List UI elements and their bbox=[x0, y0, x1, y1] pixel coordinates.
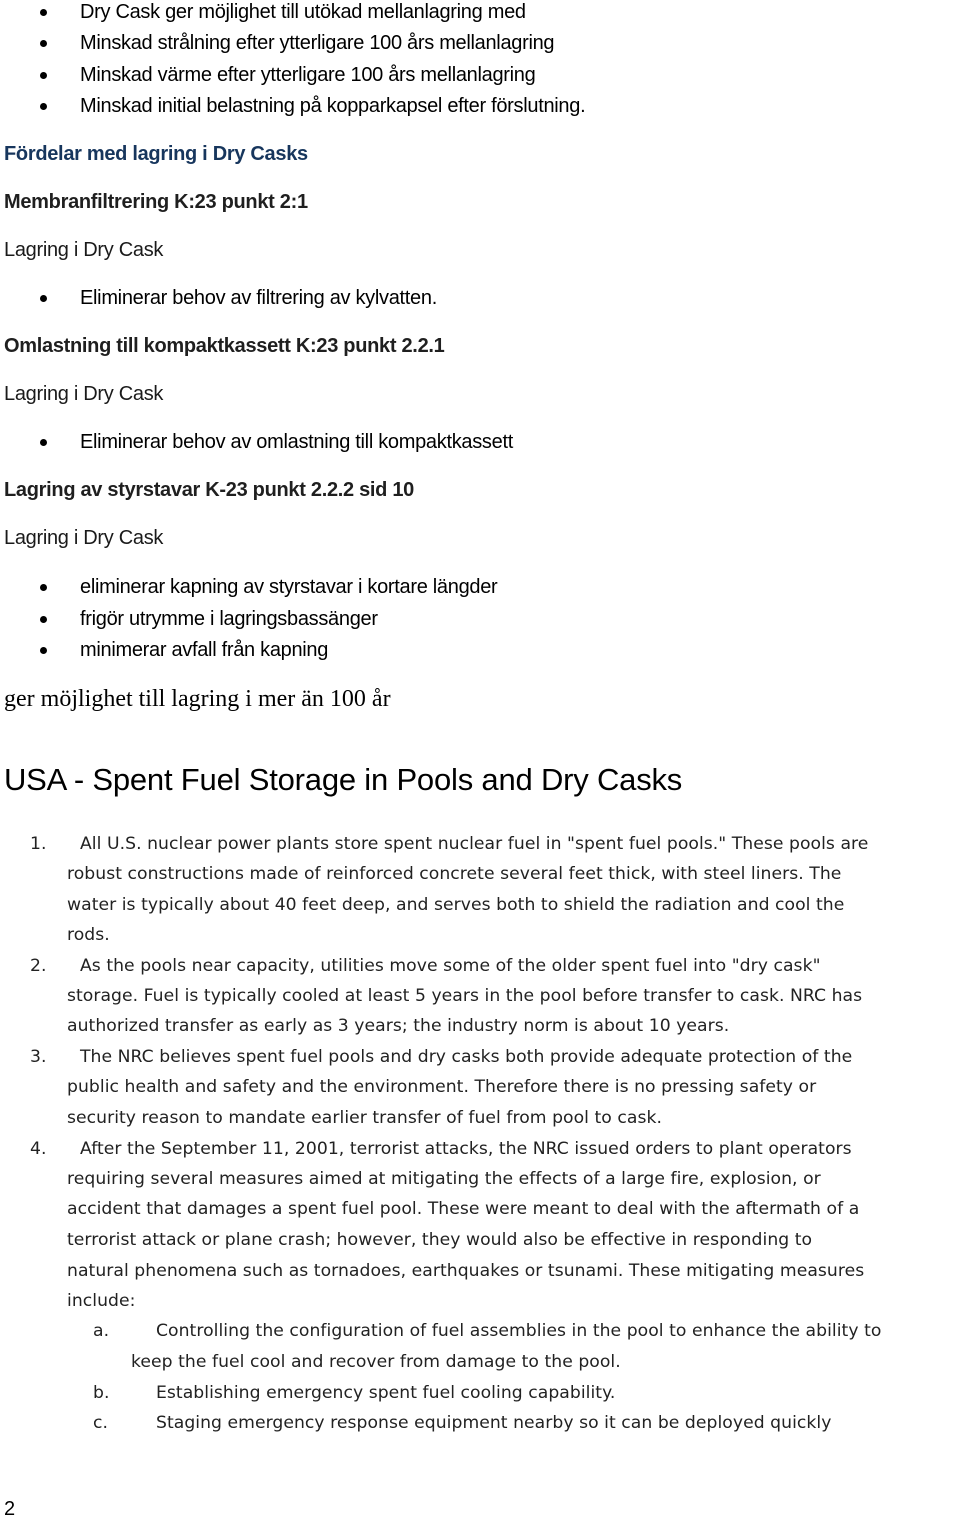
bullet-icon bbox=[40, 103, 47, 110]
list-item-line: water is typically about 40 feet deep, and serves both to shield the radiation and cool the bbox=[67, 895, 845, 915]
list-item-line: All U.S. nuclear power plants store spent nuclear fuel in "spent fuel pools." These pools are bbox=[80, 834, 869, 854]
closing-line: ger möjlighet till lagring i mer än 100 år bbox=[4, 686, 391, 712]
list-item-line: rods. bbox=[67, 925, 110, 945]
sub-list-line: Controlling the configuration of fuel assemblies in the pool to enhance the ability to bbox=[156, 1321, 882, 1341]
bullet-icon bbox=[40, 295, 47, 302]
section-subheading: Lagring i Dry Cask bbox=[4, 239, 164, 261]
usa-section-title: USA - Spent Fuel Storage in Pools and Dry Casks bbox=[4, 762, 683, 797]
bullet-icon bbox=[40, 439, 47, 446]
list-item-text: Dry Cask ger möjlighet till utökad mellanlagring med bbox=[80, 1, 526, 23]
sub-list-letter: c. bbox=[93, 1413, 109, 1433]
list-item-line: The NRC believes spent fuel pools and dry casks both provide adequate protection of the bbox=[80, 1047, 853, 1067]
list-number: 1. bbox=[30, 834, 47, 854]
sub-list-line: Staging emergency response equipment nearby so it can be deployed quickly bbox=[156, 1413, 832, 1433]
list-item-line: storage. Fuel is typically cooled at least 5 years in the pool before transfer to cask. NRC has bbox=[67, 986, 863, 1006]
list-item-line: authorized transfer as early as 3 years; the industry norm is about 10 years. bbox=[67, 1016, 730, 1036]
list-number: 2. bbox=[30, 956, 47, 976]
list-item-text: eliminerar kapning av styrstavar i kortare längder bbox=[80, 576, 498, 598]
list-number: 3. bbox=[30, 1047, 47, 1067]
bullet-icon bbox=[40, 584, 47, 591]
advantages-heading: Fördelar med lagring i Dry Casks bbox=[4, 143, 308, 165]
page-number: 2 bbox=[4, 1498, 16, 1520]
section-heading-control-rods: Lagring av styrstavar K-23 punkt 2.2.2 sid 10 bbox=[4, 479, 415, 501]
list-number: 4. bbox=[30, 1139, 47, 1159]
list-item-text: frigör utrymme i lagringsbassänger bbox=[80, 608, 378, 630]
list-item-line: requiring several measures aimed at mitigating the effects of a large fire, explosion, or bbox=[67, 1169, 821, 1189]
bullet-icon bbox=[40, 9, 47, 16]
section-subheading: Lagring i Dry Cask bbox=[4, 383, 164, 405]
list-item-text: Eliminerar behov av filtrering av kylvatten. bbox=[80, 287, 437, 309]
list-item-line: terrorist attack or plane crash; however, they would also be effective in responding to bbox=[67, 1230, 813, 1250]
sub-list-letter: a. bbox=[93, 1321, 110, 1341]
bullet-icon bbox=[40, 72, 47, 79]
list-item-text: Minskad initial belastning på kopparkapsel efter förslutning. bbox=[80, 95, 586, 117]
list-item-line: public health and safety and the environment. Therefore there is no pressing safety or bbox=[67, 1077, 817, 1097]
list-item-line: As the pools near capacity, utilities move some of the older spent fuel into "dry cask" bbox=[80, 956, 821, 976]
section-heading-membrane: Membranfiltrering K:23 punkt 2:1 bbox=[4, 191, 308, 213]
section-heading-reloading: Omlastning till kompaktkassett K:23 punkt 2.2.1 bbox=[4, 335, 445, 357]
bullet-icon bbox=[40, 40, 47, 47]
section-subheading: Lagring i Dry Cask bbox=[4, 527, 164, 549]
list-item-line: include: bbox=[67, 1291, 136, 1311]
list-item-line: security reason to mandate earlier transfer of fuel from pool to cask. bbox=[67, 1108, 662, 1128]
bullet-icon bbox=[40, 616, 47, 623]
list-item-line: accident that damages a spent fuel pool. These were meant to deal with the aftermath of a bbox=[67, 1199, 860, 1219]
list-item-text: Minskad värme efter ytterligare 100 års mellanlagring bbox=[80, 64, 536, 86]
list-item-text: Eliminerar behov av omlastning till kompaktkassett bbox=[80, 431, 513, 453]
bullet-icon bbox=[40, 647, 47, 654]
list-item-text: Minskad strålning efter ytterligare 100 års mellanlagring bbox=[80, 32, 555, 54]
sub-list-line: Establishing emergency spent fuel cooling capability. bbox=[156, 1383, 616, 1403]
sub-list-letter: b. bbox=[93, 1383, 110, 1403]
sub-list-line: keep the fuel cool and recover from damage to the pool. bbox=[131, 1352, 621, 1372]
list-item-line: natural phenomena such as tornadoes, earthquakes or tsunami. These mitigating measures bbox=[67, 1261, 865, 1281]
list-item-line: robust constructions made of reinforced concrete several feet thick, with steel liners. The bbox=[67, 864, 842, 884]
list-item-line: After the September 11, 2001, terrorist attacks, the NRC issued orders to plant operators bbox=[80, 1139, 852, 1159]
list-item-text: minimerar avfall från kapning bbox=[80, 639, 329, 661]
